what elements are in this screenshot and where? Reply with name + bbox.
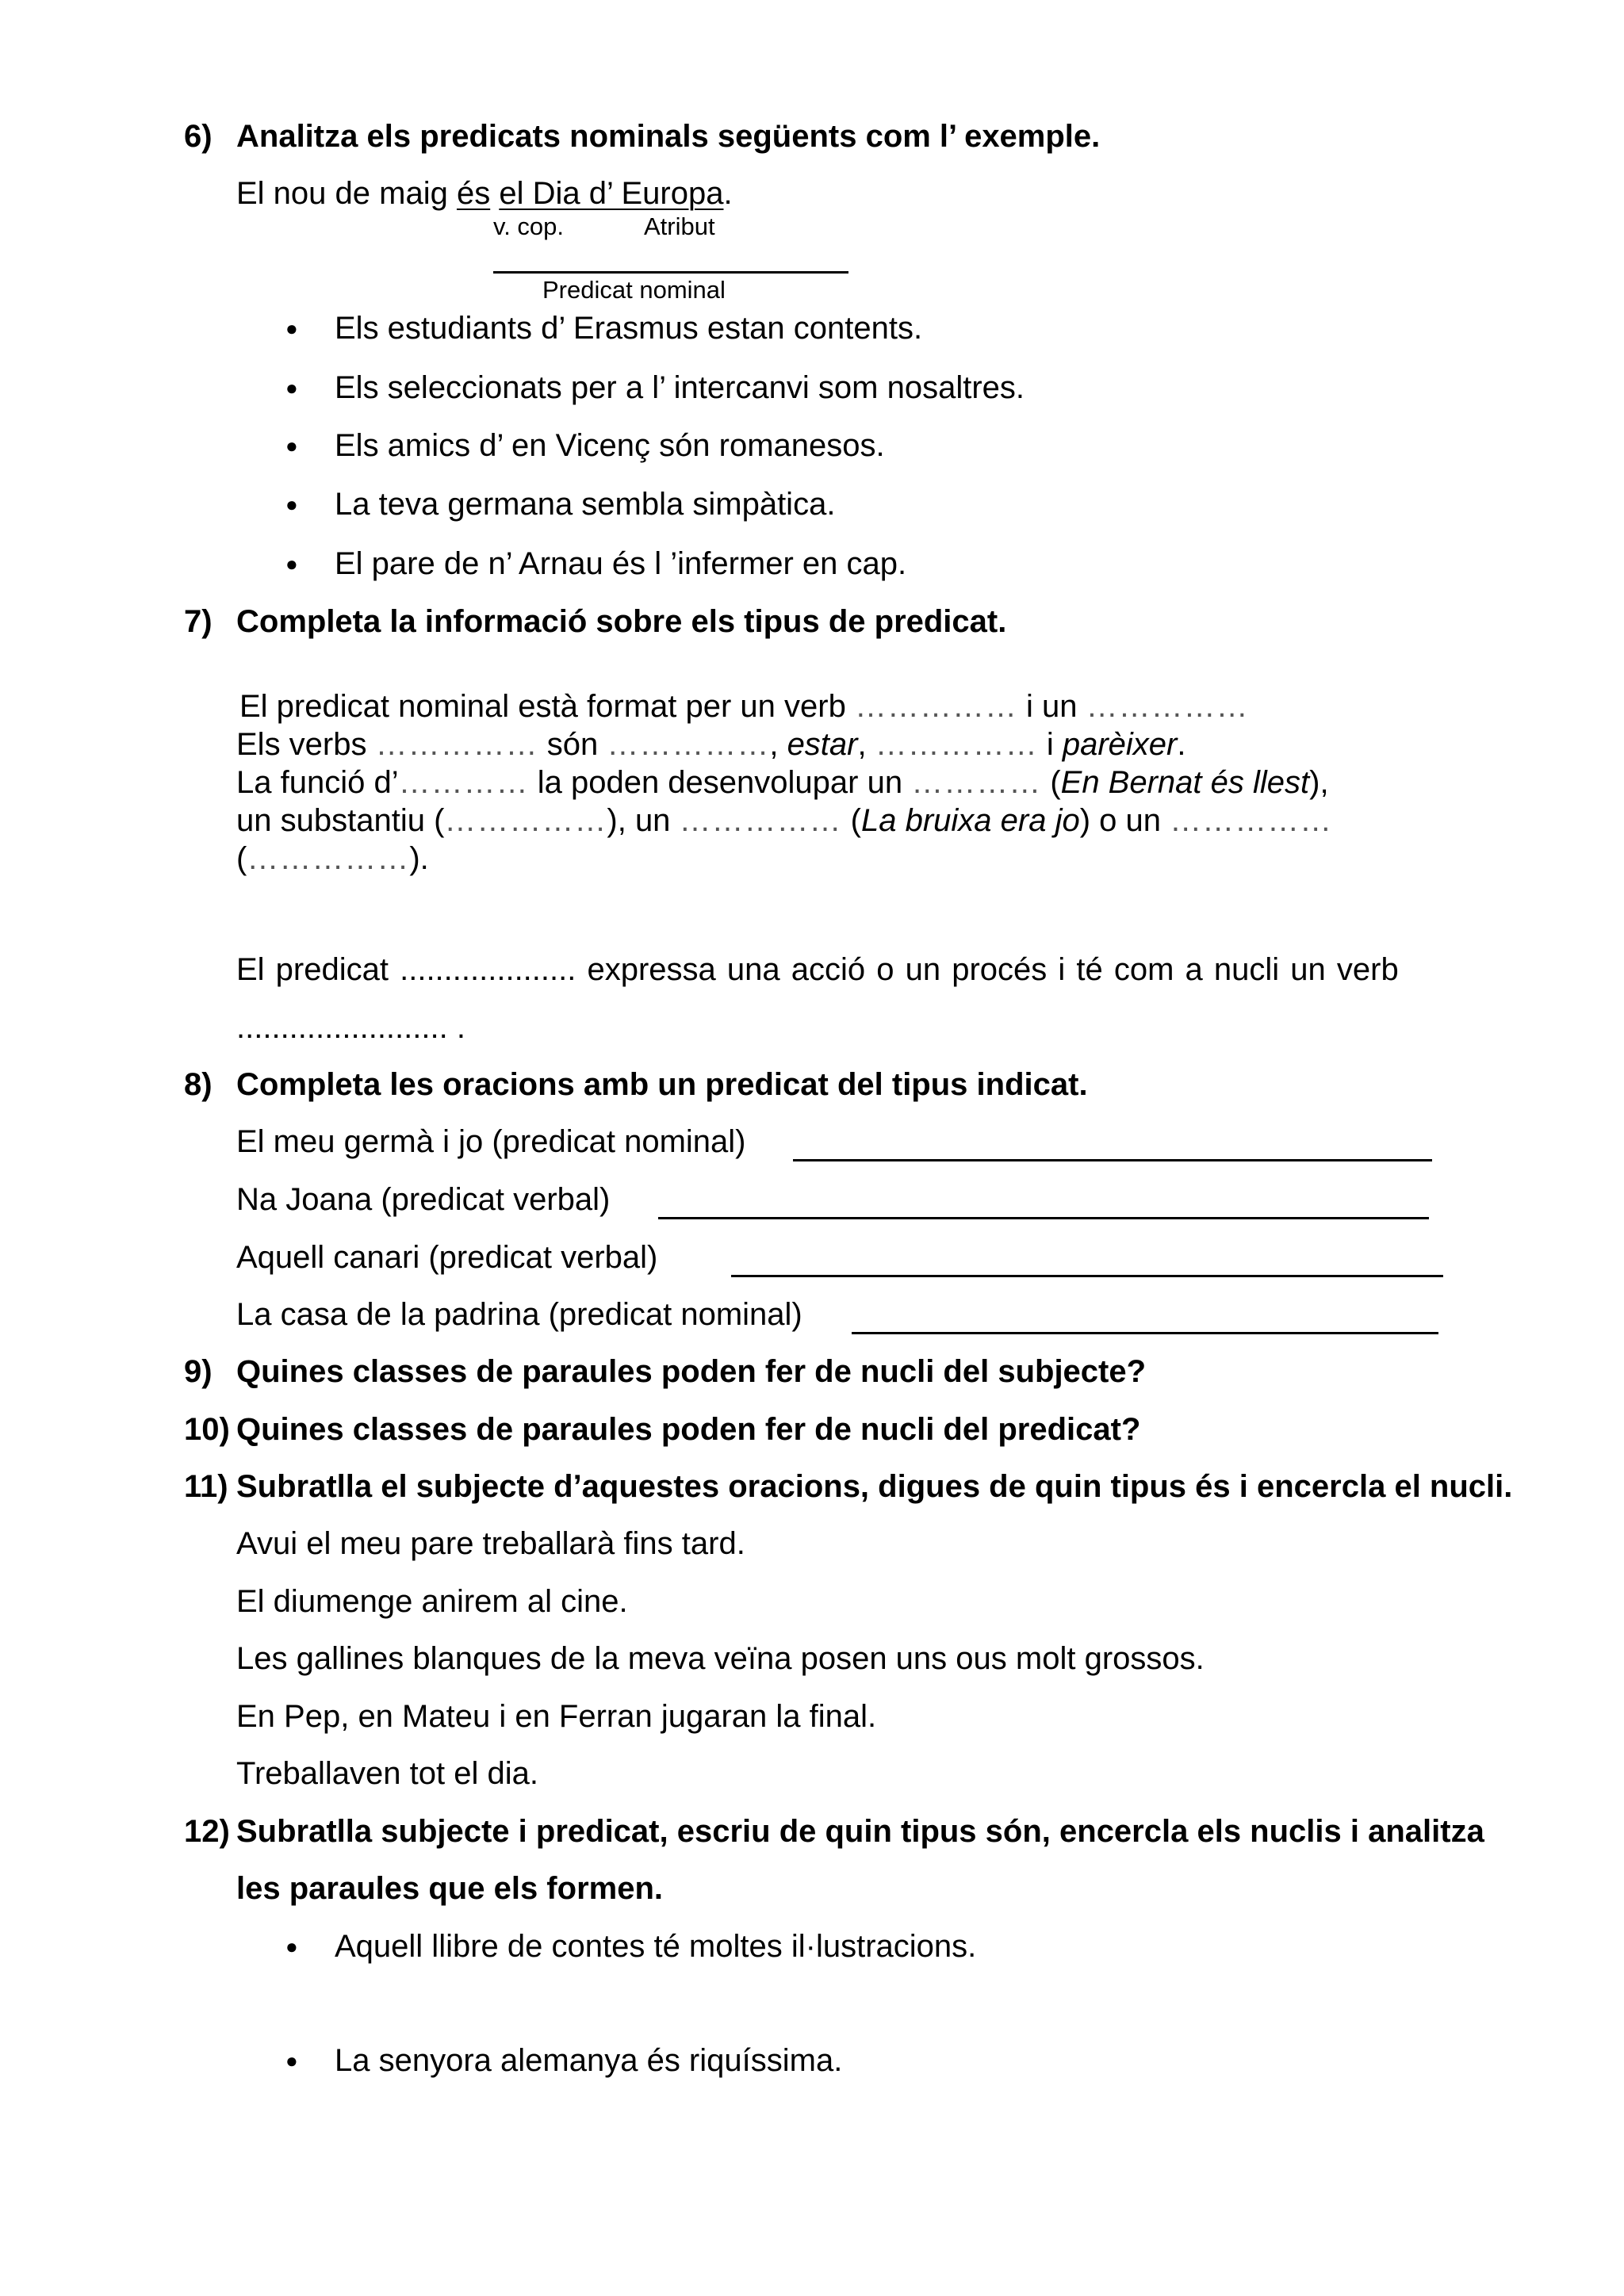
q12-number: 12) xyxy=(184,1814,230,1849)
q8-title: Completa les oracions amb un predicat del tipus indicat. xyxy=(236,1067,1088,1102)
text: La funció d’ xyxy=(236,765,399,800)
blank: ………… xyxy=(398,765,529,800)
blank: …………… xyxy=(875,727,1038,762)
q11-item: Avui el meu pare treballarà fins tard. xyxy=(236,1526,745,1561)
bullet: ● xyxy=(285,376,298,400)
blank: …………… xyxy=(247,841,410,876)
q7-line-2 xyxy=(236,725,1186,763)
q9-number: 9) xyxy=(184,1354,213,1389)
blank: …………… xyxy=(679,803,842,838)
bullet: ● xyxy=(285,316,298,340)
predicate-line xyxy=(493,271,848,274)
blank: …………… xyxy=(375,727,538,762)
label-vcop: v. cop. xyxy=(493,212,565,240)
q11-item: Treballaven tot el dia. xyxy=(236,1756,538,1791)
text: . xyxy=(1177,727,1186,762)
text: la poden desenvolupar un xyxy=(528,765,912,800)
text: , xyxy=(769,727,787,762)
text: La bruixa era jo xyxy=(860,803,1080,838)
text: parèixer xyxy=(1062,727,1178,762)
q8-item: La casa de la padrina (predicat nominal) xyxy=(236,1297,802,1332)
q7-line-4 xyxy=(236,802,1332,840)
q6-number: 6) xyxy=(184,119,213,154)
q8-number: 8) xyxy=(184,1067,213,1102)
text: Els verbs xyxy=(236,727,376,762)
label-atribut: Atribut xyxy=(644,212,715,240)
q8-item: Na Joana (predicat verbal) xyxy=(236,1182,611,1217)
example-subject: El nou de maig xyxy=(236,176,457,211)
q7-line-5 xyxy=(236,840,429,878)
bullet: ● xyxy=(285,2049,298,2072)
q11-number: 11) xyxy=(184,1469,228,1504)
text: ) o un xyxy=(1079,803,1170,838)
q6-item: La teva germana sembla simpàtica. xyxy=(335,487,836,522)
blank: ………… xyxy=(911,765,1042,800)
text: , xyxy=(857,727,875,762)
example-attribute: el Dia d’ Europa xyxy=(499,176,724,211)
answer-line[interactable] xyxy=(852,1332,1438,1334)
text: ( xyxy=(236,841,247,876)
q7-paragraph-2: ........................ . xyxy=(236,1010,465,1045)
q10-number: 10) xyxy=(184,1412,230,1447)
bullet: ● xyxy=(285,492,298,516)
q12-item: Aquell llibre de contes té moltes il·lustracions. xyxy=(335,1929,977,1964)
answer-line[interactable] xyxy=(658,1217,1429,1219)
q7-paragraph-1: El predicat .................... expressa una acció o un procés i té com a nucli un verb xyxy=(236,952,1399,987)
blank: …………… xyxy=(1170,803,1333,838)
q7-line-1 xyxy=(239,687,1249,725)
blank: …………… xyxy=(854,689,1017,724)
q12-item: La senyora alemanya és riquíssima. xyxy=(335,2043,843,2078)
q11-item: Les gallines blanques de la meva veïna posen uns ous molt grossos. xyxy=(236,1641,1205,1676)
q12-title-line-2: les paraules que els formen. xyxy=(236,1871,663,1906)
q9-title: Quines classes de paraules poden fer de nucli del subjecte? xyxy=(236,1354,1147,1389)
text: En Bernat és llest xyxy=(1060,765,1310,800)
q8-item: Aquell canari (predicat verbal) xyxy=(236,1240,658,1275)
q6-item: El pare de n’ Arnau és l ’infermer en cap. xyxy=(335,546,907,581)
text: són xyxy=(538,727,607,762)
example-verb: és xyxy=(456,176,491,211)
label-predicat-nominal: Predicat nominal xyxy=(542,276,726,304)
text: ), xyxy=(1309,765,1329,800)
bullet: ● xyxy=(285,1934,298,1958)
blank: …………… xyxy=(444,803,607,838)
q11-item: En Pep, en Mateu i en Ferran jugaran la final. xyxy=(236,1699,877,1734)
q6-item: Els estudiants d’ Erasmus estan contents. xyxy=(335,311,923,346)
example-period: . xyxy=(723,176,733,211)
q12-title-line-1: Subratlla subjecte i predicat, escriu de quin tipus són, encercla els nuclis i analitza xyxy=(236,1814,1484,1849)
q11-title: Subratlla el subjecte d’aquestes oracions, digues de quin tipus és i encercla el nucli. xyxy=(236,1469,1513,1504)
bullet: ● xyxy=(285,434,298,457)
text: ( xyxy=(841,803,861,838)
text: El predicat nominal està format per un verb xyxy=(239,689,855,724)
q7-line-3 xyxy=(236,763,1329,802)
answer-line[interactable] xyxy=(793,1159,1432,1161)
text: ), un xyxy=(607,803,680,838)
text: i xyxy=(1037,727,1063,762)
q7-number: 7) xyxy=(184,604,213,639)
bullet: ● xyxy=(285,552,298,576)
q6-item: Els seleccionats per a l’ intercanvi som nosaltres. xyxy=(335,370,1025,405)
text: i un xyxy=(1017,689,1086,724)
q6-example xyxy=(236,174,733,212)
text: estar xyxy=(787,727,858,762)
blank: …………… xyxy=(1086,689,1249,724)
answer-line[interactable] xyxy=(731,1275,1443,1277)
text: ). xyxy=(409,841,429,876)
q11-item: El diumenge anirem al cine. xyxy=(236,1584,628,1619)
q8-item: El meu germà i jo (predicat nominal) xyxy=(236,1124,746,1159)
blank: …………… xyxy=(607,727,770,762)
q6-item: Els amics d’ en Vicenç són romanesos. xyxy=(335,428,885,463)
text: un substantiu ( xyxy=(236,803,445,838)
q6-title: Analitza els predicats nominals següents com l’ exemple. xyxy=(236,119,1101,154)
q7-title: Completa la informació sobre els tipus de predicat. xyxy=(236,604,1007,639)
q10-title: Quines classes de paraules poden fer de nucli del predicat? xyxy=(236,1412,1141,1447)
text: ( xyxy=(1041,765,1061,800)
